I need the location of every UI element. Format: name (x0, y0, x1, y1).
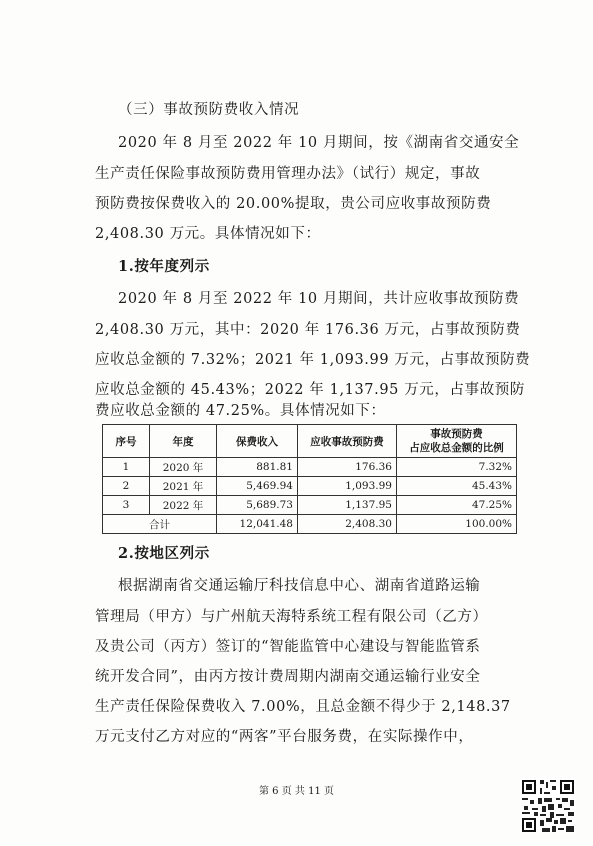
header-year: 年度 (150, 425, 217, 458)
cell-year: 2020 年 (150, 458, 217, 477)
paragraph-line: 及贵公司（丙方）签订的“智能监管中心建设与智能监管系 (95, 639, 481, 655)
header-ratio-line1: 事故预防费 (430, 428, 483, 440)
header-premium: 保费收入 (217, 425, 298, 458)
paragraph-line: 生产责任保险事故预防费用管理办法》（试行）规定，事故 (95, 166, 481, 182)
cell-index: 2 (103, 477, 150, 496)
header-ratio-line2: 占应收总金额的比例 (409, 442, 504, 454)
paragraph-line: 2,408.30 万元，其中：2020 年 176.36 万元，占事故预防费 (95, 322, 521, 338)
header-receivable: 应收事故预防费 (298, 425, 397, 458)
paragraph-line: 2,408.30 万元。具体情况如下： (95, 226, 321, 242)
paragraph-line: 根据湖南省交通运输厅科技信息中心、湖南省道路运输 (118, 578, 481, 594)
cell-receivable: 176.36 (298, 458, 397, 477)
paragraph-line: 2020 年 8 月至 2022 年 10 月期间，共计应收事故预防费 (118, 291, 520, 307)
cell-total-receivable: 2,408.30 (298, 515, 397, 534)
cell-index: 1 (103, 458, 150, 477)
cell-ratio: 47.25% (397, 496, 517, 515)
paragraph-line: 生产责任保险保费收入 7.00%，且总金额不得少于 2,148.37 (95, 699, 511, 715)
paragraph-line: 应收总金额的 45.43%；2022 年 1,137.95 万元，占事故预防 (95, 382, 525, 398)
paragraph-line: 管理局（甲方）与广州航天海特系统工程有限公司（乙方） (95, 609, 488, 625)
year-table (102, 424, 517, 534)
paragraph-line: 应收总金额的 7.32%；2021 年 1,093.99 万元，占事故预防费 (95, 352, 531, 368)
cell-total-label: 合计 (103, 515, 217, 534)
section-heading: （三）事故预防费收入情况 (118, 102, 300, 118)
header-index: 序号 (103, 425, 150, 458)
table-header-row (103, 425, 517, 458)
table-total-row (103, 515, 517, 534)
page-footer: 第 6 页 共 11 页 (259, 786, 334, 797)
cell-ratio: 7.32% (397, 458, 517, 477)
cell-year: 2022 年 (150, 496, 217, 515)
paragraph-line: 万元支付乙方对应的“两客”平台服务费，在实际操作中， (95, 729, 474, 745)
table-row (103, 458, 517, 477)
cell-receivable: 1,093.99 (298, 477, 397, 496)
cell-total-ratio: 100.00% (397, 515, 517, 534)
paragraph-line: 2020 年 8 月至 2022 年 10 月期间，按《湖南省交通安全 (118, 135, 520, 151)
table-row (103, 477, 517, 496)
cell-year: 2021 年 (150, 477, 217, 496)
qr-code-icon (520, 778, 576, 834)
cell-premium: 881.81 (217, 458, 298, 477)
cell-premium: 5,689.73 (217, 496, 298, 515)
paragraph-line: 统开发合同”，由丙方按计费周期内湖南交通运输行业安全 (95, 669, 481, 685)
paragraph-line: 预防费按保费收入的 20.00%提取，贵公司应收事故预防费 (95, 196, 492, 212)
cell-ratio: 45.43% (397, 477, 517, 496)
subsection-heading: 2.按地区列示 (118, 545, 210, 562)
cell-receivable: 1,137.95 (298, 496, 397, 515)
table-row (103, 496, 517, 515)
header-ratio (397, 425, 517, 458)
paragraph-line: 费应收总金额的 47.25%。具体情况如下： (95, 403, 386, 419)
cell-total-premium: 12,041.48 (217, 515, 298, 534)
subsection-heading: 1.按年度列示 (118, 258, 210, 275)
cell-premium: 5,469.94 (217, 477, 298, 496)
cell-index: 3 (103, 496, 150, 515)
